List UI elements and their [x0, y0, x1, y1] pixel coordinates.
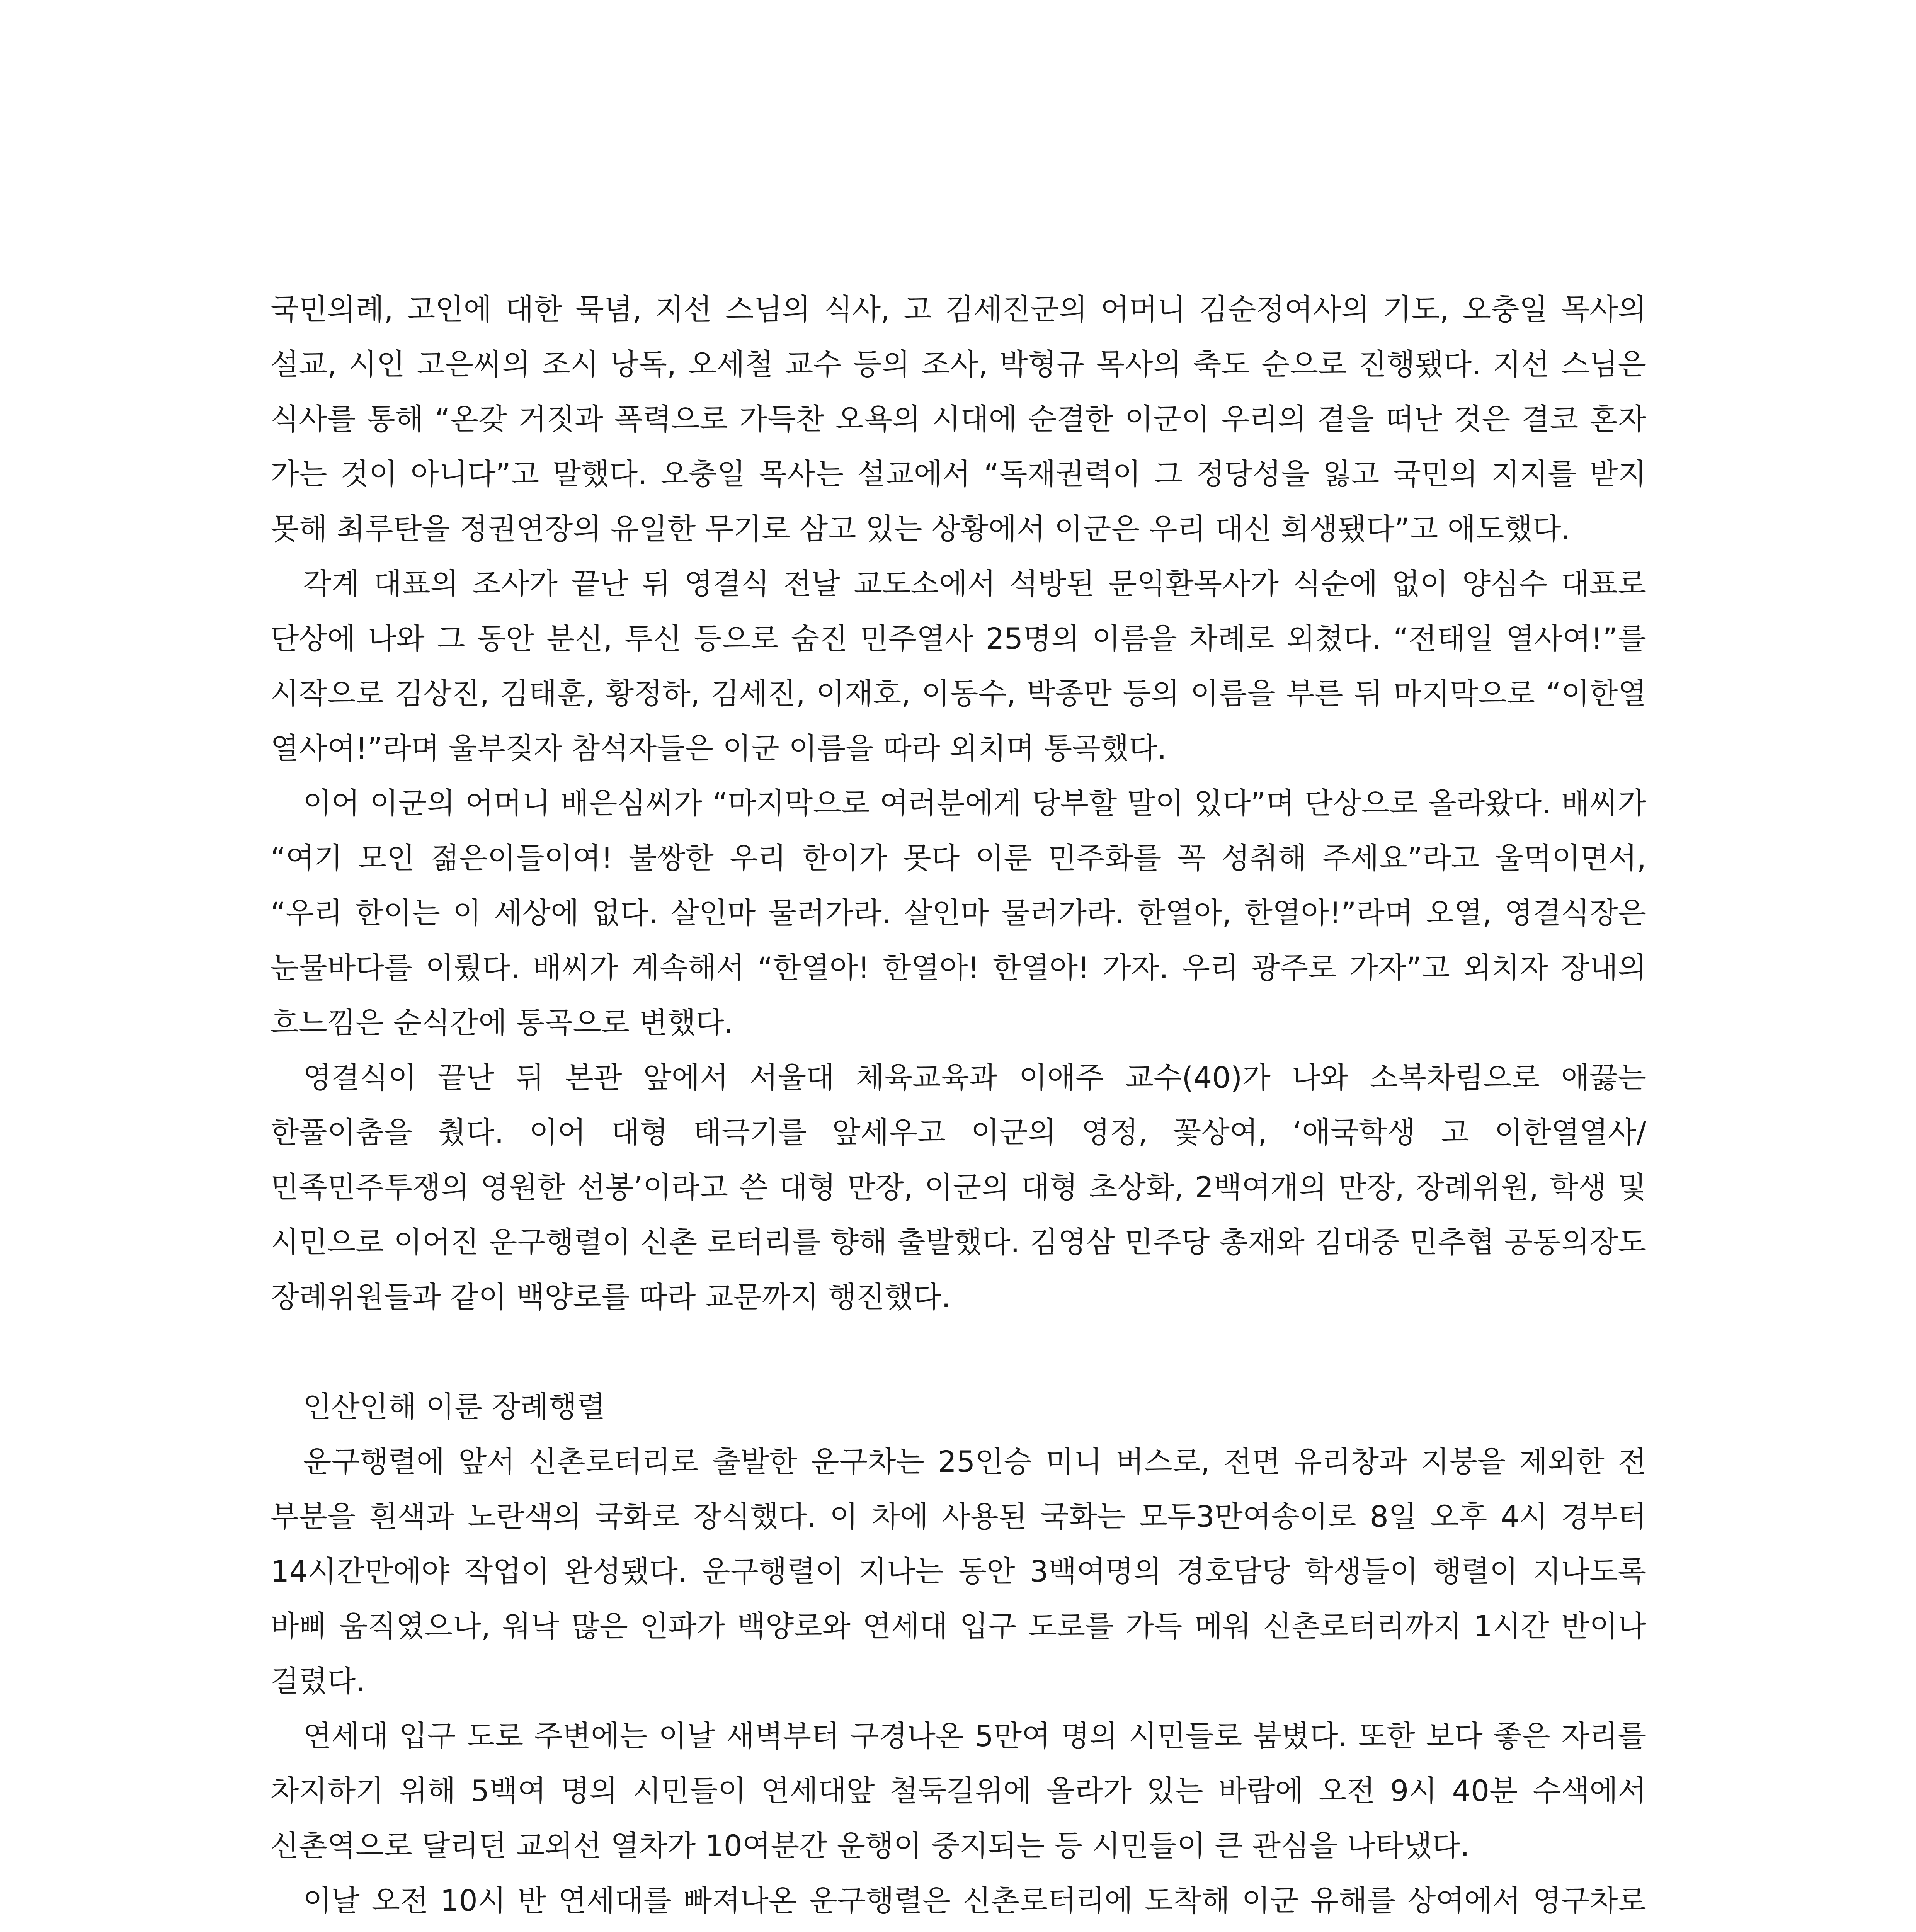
- paragraph-hearse: 운구행렬에 앞서 신촌로터리로 출발한 운구차는 25인승 미니 버스로, 전면 유리창과 지붕을 제외한 전 부분을 흰색과 노란색의 국화로 장식했다. 이 차에 사용된 국화는 모두3만여송이로 8일 오후 4시 경부터 14시간만에야 작업이 완성됐다. 운구행렬이 지나는 동안 3백여명의 경호담당 학생들이 행렬이 지나도록 바삐 움직였으나, 워낙 많은 인파가 백양로와 연세대 입구 도로를 가득 메워 신촌로터리까지 1시간 반이나 걸렸다.: [271, 1444, 1646, 1698]
- paragraph-crowd: 연세대 입구 도로 주변에는 이날 새벽부터 구경나온 5만여 명의 시민들로 붐볐다. 또한 보다 좋은 자리를 차지하기 위해 5백여 명의 시민들이 연세대앞 철둑길위에 올라가 있는 바람에 오전 9시 40분 수색에서 신촌역으로 달리던 교외선 열차가 10여분간 운행이 중지되는 등 시민들이 큰 관심을 나타냈다.: [271, 1719, 1646, 1863]
- paragraph-procession-start: 영결식이 끝난 뒤 본관 앞에서 서울대 체육교육과 이애주 교수(40)가 나와 소복차림으로 애끓는 한풀이춤을 췄다. 이어 대형 태극기를 앞세우고 이군의 영정, 꽃상여, ‘애국학생 고 이한열열사/민족민주투쟁의 영원한 선봉’이라고 쓴 대형 만장, 이군의 대형 초상화, 2백여개의 만장, 장례위원, 학생 및 시민으로 이어진 운구행렬이 신촌 로터리를 향해 출발했다. 김영삼 민주당 총재와 김대중 민추협 공동의장도 장례위원들과 같이 백양로를 따라 교문까지 행진했다.: [271, 1060, 1646, 1314]
- paragraph-sinchon-rotary: 이날 오전 10시 반 연세대를 빠져나온 운구행렬은 신촌로터리에 도착해 이군 유해를 상여에서 영구차로: [303, 1883, 1646, 1918]
- paragraph-moon-ikhwan: 각계 대표의 조사가 끝난 뒤 영결식 전날 교도소에서 석방된 문익환목사가 식순에 없이 양심수 대표로 단상에 나와 그 동안 분신, 투신 등으로 숨진 민주열사 25명의 이름을 차례로 외쳤다. “전태일 열사여!”를 시작으로 김상진, 김태훈, 황정하, 김세진, 이재호, 이동수, 박종만 등의 이름을 부른 뒤 마지막으로 “이한열 열사여!”라며 울부짖자 참석자들은 이군 이름을 따라 외치며 통곡했다.: [271, 566, 1646, 765]
- section-heading: 인산인해 이룬 장례행렬: [303, 1389, 606, 1424]
- paragraph-funeral-order: 국민의례, 고인에 대한 묵념, 지선 스님의 식사, 고 김세진군의 어머니 김순정여사의 기도, 오충일 목사의 설교, 시인 고은씨의 조시 낭독, 오세철 교수 등의 조사, 박형규 목사의 축도 순으로 진행됐다. 지선 스님은 식사를 통해 “온갖 거짓과 폭력으로 가득찬 오욕의 시대에 순결한 이군이 우리의 곁을 떠난 것은 결코 혼자 가는 것이 아니다”고 말했다. 오충일 목사는 설교에서 “독재권력이 그 정당성을 잃고 국민의 지지를 받지 못해 최루탄을 정권연장의 유일한 무기로 삼고 있는 상황에서 이군은 우리 대신 희생됐다”고 애도했다.: [271, 292, 1646, 546]
- document-body: [271, 282, 1646, 1932]
- paragraph-mother-speech: 이어 이군의 어머니 배은심씨가 “마지막으로 여러분에게 당부할 말이 있다”며 단상으로 올라왔다. 배씨가 “여기 모인 젊은이들이여! 불쌍한 우리 한이가 못다 이룬 민주화를 꼭 성취해 주세요”라고 울먹이면서, “우리 한이는 이 세상에 없다. 살인마 물러가라. 살인마 물러가라. 한열아, 한열아!”라며 오열, 영결식장은 눈물바다를 이뤘다. 배씨가 계속해서 “한열아! 한열아! 한열아! 가자. 우리 광주로 가자”고 외치자 장내의 흐느낌은 순식간에 통곡으로 변했다.: [271, 786, 1646, 1040]
